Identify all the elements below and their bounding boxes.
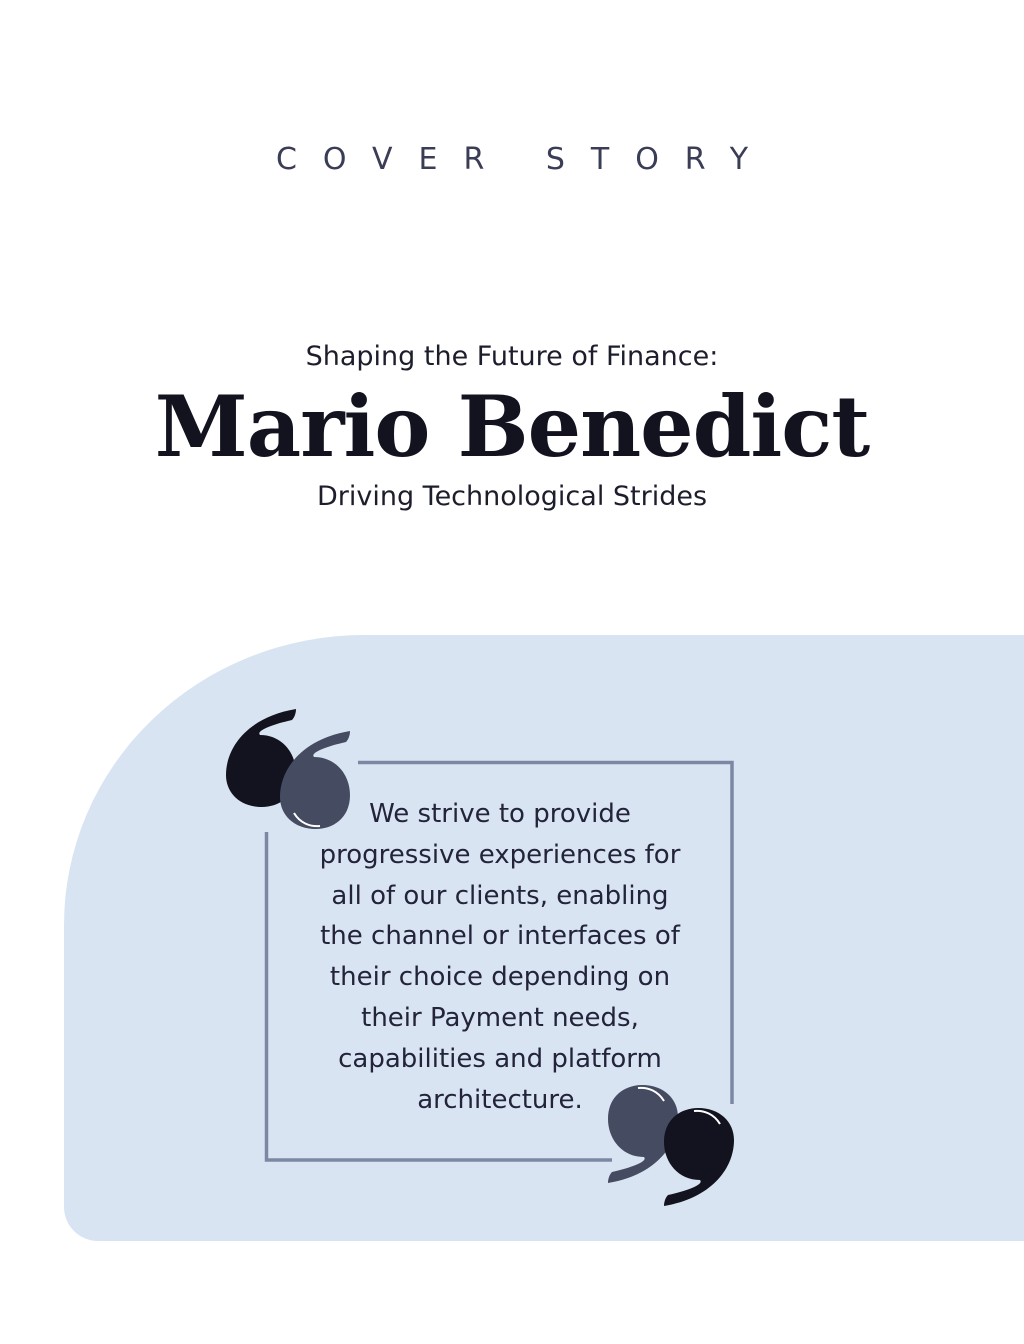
headline-subtitle: Driving Technological Strides xyxy=(316,481,708,512)
quote-text xyxy=(290,794,710,1120)
headline-pretitle: Shaping the Future of Finance: xyxy=(305,341,719,372)
quote-line: the channel or interfaces of xyxy=(320,921,680,952)
quote-line: their Payment needs, xyxy=(361,1002,639,1033)
headline-name: Mario Benedict xyxy=(154,377,870,476)
quote-line: all of our clients, enabling xyxy=(331,880,669,911)
quote-line: architecture. xyxy=(417,1084,583,1115)
quote-line: their choice depending on xyxy=(329,962,671,993)
section-kicker: COVER STORY xyxy=(275,142,775,177)
quote-line: capabilities and platform xyxy=(338,1043,662,1074)
quote-line: We strive to provide xyxy=(369,799,631,829)
quote-line: progressive experiences for xyxy=(319,839,681,870)
